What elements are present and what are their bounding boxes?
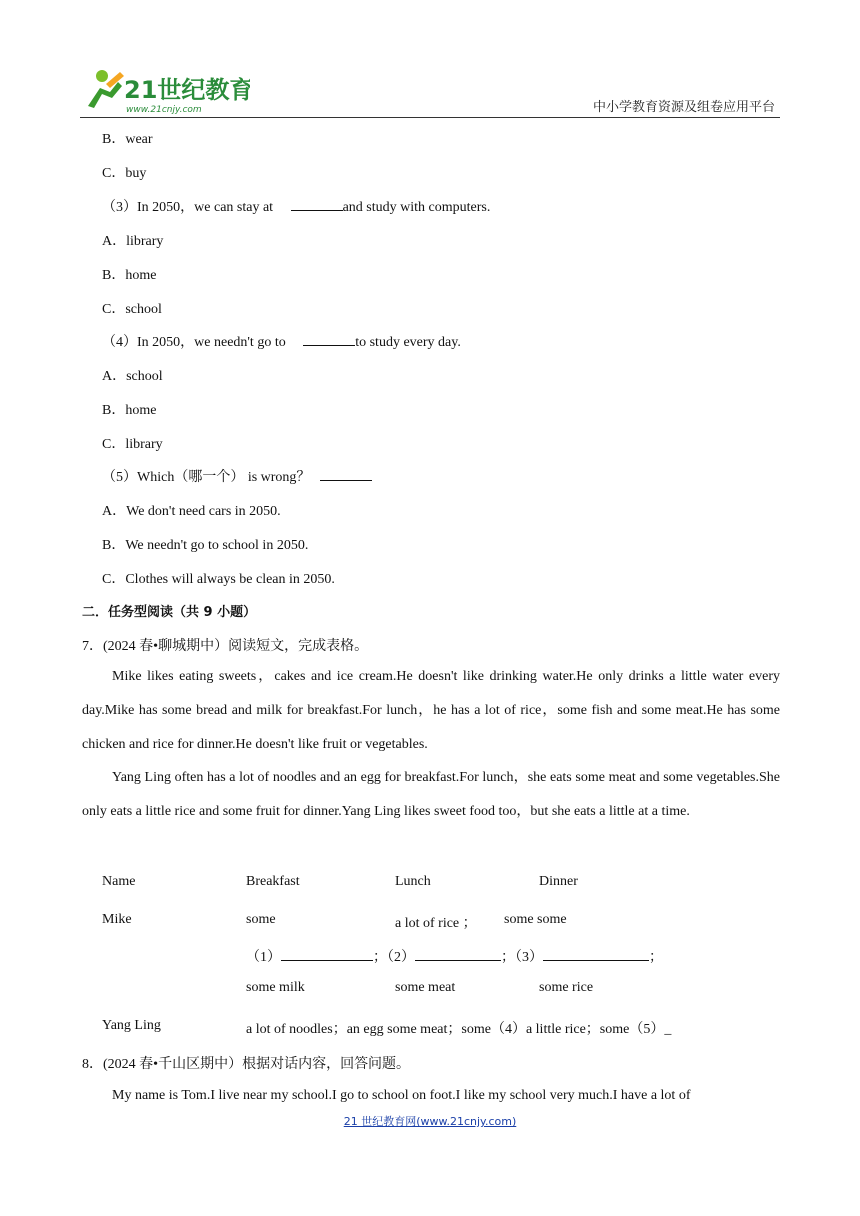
table-cell-dinner: some rice — [539, 980, 594, 995]
option-b: B．We needn't go to school in 2050. — [102, 538, 309, 553]
platform-label: 中小学教育资源及组卷应用平台 — [592, 100, 775, 115]
blank-2-field[interactable] — [415, 946, 501, 961]
table-cell-name: Mike — [102, 912, 132, 927]
logo-text: 21世纪教育 — [124, 76, 250, 104]
table-cell-name: Yang Ling — [102, 1018, 161, 1033]
question-7-stem: 7．(2024 春•聊城期中）阅读短文，完成表格。 — [82, 639, 369, 654]
option-a: A．school — [102, 369, 163, 384]
question-3-stem — [102, 196, 490, 216]
logo-url-text: www.21cnjy.com — [126, 105, 202, 115]
table-header-name: Name — [102, 874, 136, 889]
table-header-dinner: Dinner — [539, 874, 578, 889]
option-c: C．buy — [102, 166, 147, 181]
table-row-yangling: a lot of noodles；an egg some meat；some（4）a little rice；some（5）_ — [246, 1022, 672, 1037]
site-logo — [80, 66, 250, 116]
blank-1-label: （1） — [246, 950, 281, 965]
passage-paragraph: My name is Tom.I live near my school.I go to school on foot.I like my school very much.I have a lot of — [112, 1088, 691, 1103]
option-a: A．We don't need cars in 2050. — [102, 504, 281, 519]
answer-blank[interactable] — [320, 466, 372, 481]
stem-after: to study every day. — [355, 335, 461, 350]
answer-blank[interactable] — [291, 196, 343, 211]
stem-after: and study with computers. — [342, 200, 491, 215]
blank-1-field[interactable] — [281, 946, 373, 961]
blank-3-label: ；（3） — [501, 950, 543, 965]
question-8-stem: 8．(2024 春•千山区期中）根据对话内容，回答问题。 — [82, 1057, 411, 1072]
option-b: B．home — [102, 403, 157, 418]
table-cell-breakfast: some — [246, 912, 276, 927]
option-b: B．home — [102, 268, 157, 283]
blank-end: ； — [649, 950, 663, 965]
table-cell-dinner: some some — [504, 912, 567, 927]
option-a: A．library — [102, 234, 164, 249]
option-c: C．school — [102, 302, 162, 317]
blank-3-field[interactable] — [543, 946, 649, 961]
option-b: B．wear — [102, 132, 153, 147]
table-cell-breakfast: some milk — [246, 980, 305, 995]
question-5-stem — [102, 466, 372, 486]
passage-paragraph-1: Mike likes eating sweets，cakes and ice cream.He doesn't like drinking water.He only drinks a little water every day.Mike has some bread and milk for breakfast.For lunch，he has a lot of rice，some fish and some meat.He has some chicken and rice for dinner.He doesn't like fruit or vegetables. — [82, 669, 780, 752]
option-c: C．Clothes will always be clean in 2050. — [102, 572, 335, 587]
table-blank-row — [246, 946, 663, 966]
runner-logo-icon — [80, 66, 250, 116]
option-c: C．library — [102, 437, 163, 452]
stem-before: （4）In 2050，we needn't go to — [102, 335, 286, 350]
blank-2-label: ；（2） — [373, 950, 415, 965]
passage-paragraph-2: Yang Ling often has a lot of noodles and an egg for breakfast.For lunch，she eats some meat and some vegetables.She only eats a little rice and some fruit for dinner.Yang Ling likes sweet food too，but she eats a little at a time. — [82, 770, 780, 819]
table-header-breakfast: Breakfast — [246, 874, 300, 889]
header-divider — [80, 117, 780, 118]
answer-blank[interactable] — [303, 331, 355, 346]
section-title: 二．任务型阅读（共 9 小题） — [82, 605, 257, 620]
table-cell-lunch: some meat — [395, 980, 456, 995]
footer-link[interactable]: 21 世纪教育网(www.21cnjy.com) — [343, 1115, 517, 1128]
table-header-lunch: Lunch — [395, 874, 431, 889]
table-cell-lunch: a lot of rice ； — [395, 916, 477, 931]
stem-text: （5）Which（哪一个） is wrong？ — [102, 470, 311, 485]
question-4-stem — [102, 331, 461, 351]
stem-before: （3）In 2050，we can stay at — [102, 200, 274, 215]
